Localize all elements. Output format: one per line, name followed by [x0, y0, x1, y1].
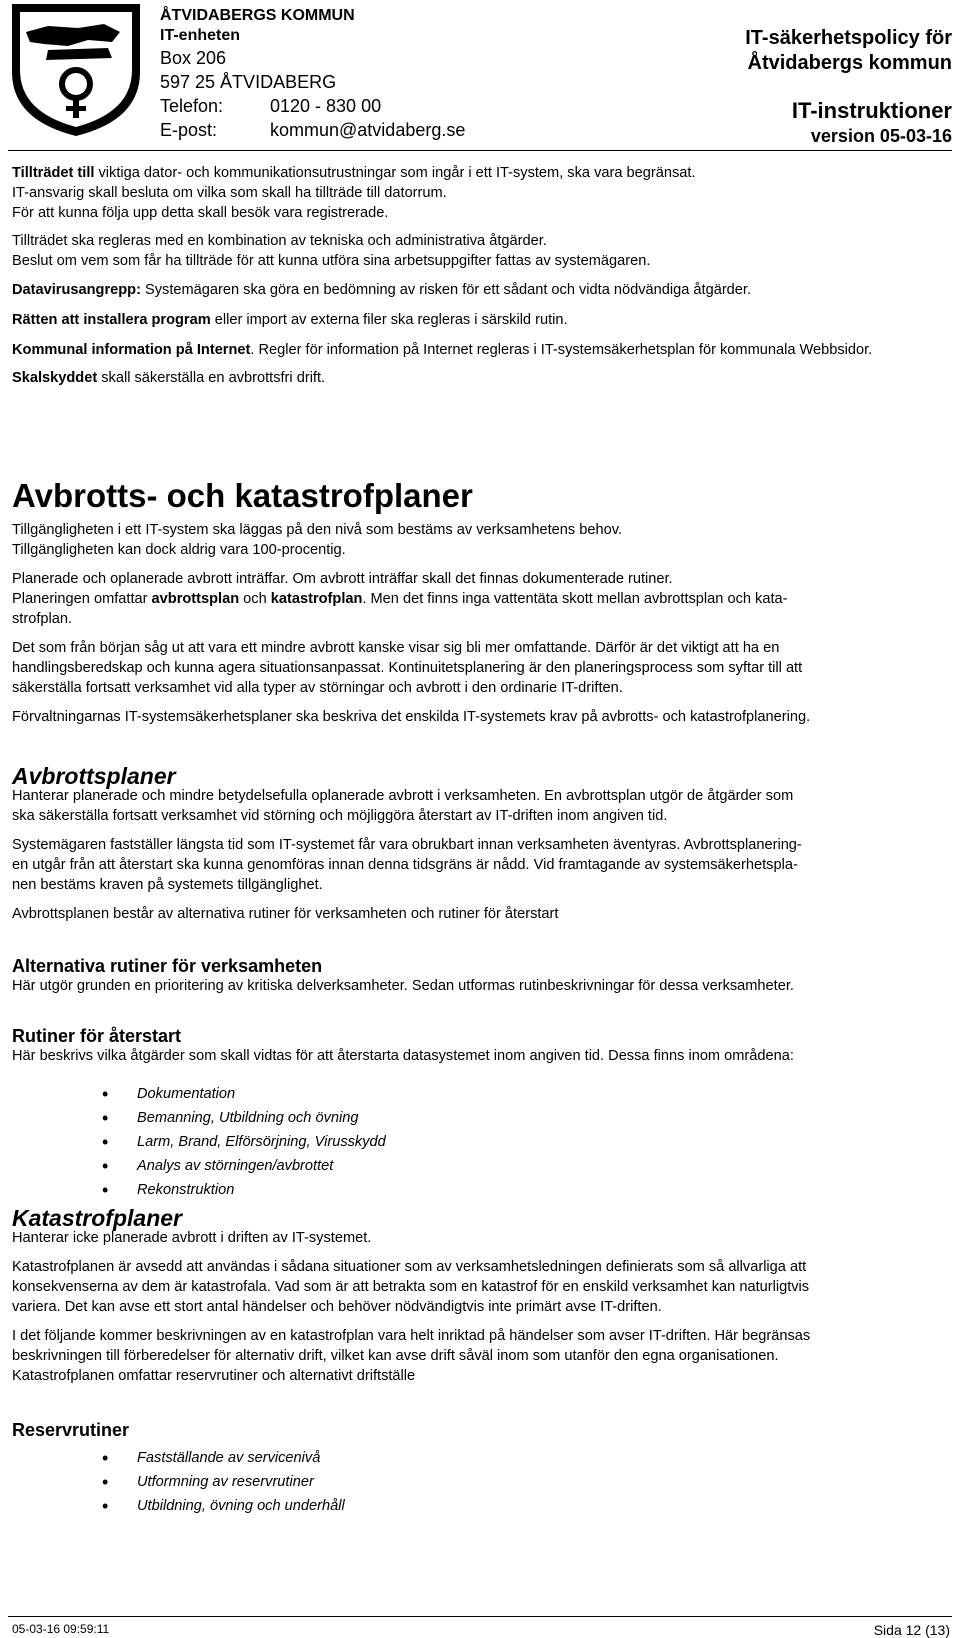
avbrott-p2-line2: en utgår från att återstart ska kunna genomföras innan denna tidsgräns är nådd. Vid framtagande av systemsäkerhetspla- [12, 857, 798, 873]
katastrof-p2-line1: Katastrofplanen är avsedd att användas i sådana situationer som av verksamhetsledningen definierats som så allvarliga att [12, 1259, 807, 1275]
access-p2 [12, 231, 942, 271]
avbrottsplaner-heading: Avbrottsplaner [12, 763, 176, 789]
availability-line2: Tillgängligheten kan dock aldrig vara 100-procentig. [12, 542, 346, 558]
virus-rest: Systemägaren ska göra en bedömning av risken för ett sådant och vidta nödvändiga åtgärder. [140, 282, 752, 298]
list-item: • Larm, Brand, Elförsörjning, Virusskydd [12, 1130, 942, 1154]
municipality-logo [8, 2, 144, 138]
internet-rest: . Regler för information på Internet regleras i IT-systemsäkerhetsplan för kommunala Webbsidor. [250, 342, 873, 358]
phone-number: 0120 - 830 00 [270, 96, 382, 116]
access-p1-bold: Tillträdet till [12, 165, 95, 181]
aterstart-list [12, 1082, 942, 1202]
email-label: E-post: [160, 120, 218, 140]
list-item: • Utformning av reservrutiner [12, 1470, 942, 1494]
doc-version: version 05-03-16 [810, 126, 952, 146]
section-avbrotts-katastrof [12, 477, 942, 727]
doc-subtitle: IT-instruktioner [791, 98, 952, 123]
katastrof-p2-line3: variera. Det kan avse ett stort antal händelser och behöver nödvändigtvis inte primärt avse IT-driften. [12, 1299, 662, 1315]
access-p1-line2: IT-ansvarig skall besluta om vilka som skall ha tillträde till datorrum. [12, 185, 447, 201]
planning-d: . Men det finns inga vattentäta skott mellan avbrottsplan och kata- [362, 591, 788, 607]
virus-paragraph [12, 280, 942, 300]
availability-paragraph [12, 520, 942, 560]
access-section [12, 163, 942, 388]
avbrott-p2 [12, 835, 942, 895]
continuity-line3: säkerställa fortsatt verksamhet vid alla typer av störningar och avbrott i den ordinarie IT-driften. [12, 680, 623, 696]
phone-label: Telefon: [160, 96, 224, 116]
planning-bold-katastrofplan: katastrofplan [270, 591, 363, 607]
alternativa-heading: Alternativa rutiner för verksamheten [12, 956, 323, 976]
header-address [160, 6, 465, 142]
aterstart-heading: Rutiner för återstart [12, 1026, 182, 1046]
list-item: • Fastställande av servicenivå [12, 1446, 942, 1470]
aterstart-text: Här beskrivs vilka åtgärder som skall vidtas för att återstarta datasystemet inom angiven tid. Dessa finns inom områdena: [12, 1048, 794, 1064]
katastrof-heading: Katastrofplaner [12, 1205, 182, 1231]
page-footer [12, 1622, 950, 1638]
page-number: Sida 12 (13) [873, 1622, 950, 1638]
avbrott-p2-line1: Systemägaren fastställer längsta tid som IT-systemet får vara obrukbart innan verksamheten äventyras. Avbrottsplanering- [12, 837, 802, 853]
footer-timestamp: 05-03-16 09:59:11 [12, 1622, 110, 1636]
doc-title-line2: Åtvidabergs kommun [747, 52, 952, 74]
katastrof-p3 [12, 1326, 942, 1386]
continuity-paragraph [12, 638, 942, 698]
footer-divider [8, 1616, 952, 1617]
avbrott-p1-line1: Hanterar planerade och mindre betydelsefulla oplanerade avbrott i verksamheten. En avbrottsplan utgör de åtgärder som [12, 788, 794, 804]
katastrof-p2-line2: konsekvenserna av dem är katastrofala. Vad som är att betrakta som en katastrof för en enskild verksamhet kan naturligtvis [12, 1279, 810, 1295]
doc-title-line1: IT-säkerhetspolicy för [745, 27, 952, 49]
continuity-line2: handlingsberedskap och kunna agera situationsanpassat. Kontinuitetsplanering är den planeringsprocess som syftar till att [12, 660, 803, 676]
katastrof-p3-line1: I det följande kommer beskrivningen av en katastrofplan vara helt inriktad på händelser som avser IT-driften. Här begränsas [12, 1328, 811, 1344]
avbrottsplaner-section [12, 763, 942, 924]
virus-bold: Datavirusangrepp: [12, 282, 141, 298]
access-p1-line3: För att kunna följa upp detta skall besök vara registrerade. [12, 205, 389, 221]
planning-a: Planeringen omfattar [12, 591, 152, 607]
planning-paragraph [12, 569, 942, 629]
shell-rest: skall säkerställa en avbrottsfri drift. [97, 370, 326, 386]
availability-line1: Tillgängligheten i ett IT-system ska läggas på den nivå som bestäms av verksamhetens behov. [12, 522, 623, 538]
install-rest: eller import av externa filer ska regleras i särskild rutin. [210, 312, 568, 328]
avbrott-p1-line2: ska säkerställa fortsatt verksamhet vid störning och möjliggöra återstart av IT-driften inom angiven tid. [12, 808, 668, 824]
list-item: • Rekonstruktion [12, 1178, 942, 1202]
planning-bold-avbrottsplan: avbrottsplan [151, 591, 240, 607]
katastrof-p1: Hanterar icke planerade avbrott i driften av IT-systemet. [12, 1230, 372, 1246]
header-title-block [745, 26, 952, 149]
access-p2-line2: Beslut om vem som får ha tillträde för att kunna utföra sina arbetsuppgifter fattas av systemägaren. [12, 253, 651, 269]
email-address[interactable]: kommun@atvidaberg.se [270, 120, 466, 140]
install-bold: Rätten att installera program [12, 312, 211, 328]
postal-box: Box 206 [160, 48, 227, 68]
alternativa-text: Här utgör grunden en prioritering av kritiska delverksamheter. Sedan utformas rutinbeskrivningar för dessa verksamheter. [12, 978, 794, 994]
list-item: • Bemanning, Utbildning och övning [12, 1106, 942, 1130]
access-p2-line1: Tillträdet ska regleras med en kombination av tekniska och administrativa åtgärder. [12, 233, 547, 249]
list-item: • Analys av störningen/avbrottet [12, 1154, 942, 1178]
reserv-section [12, 1420, 942, 1518]
internet-paragraph [12, 340, 942, 360]
administration-paragraph: Förvaltningarnas IT-systemsäkerhetsplaner ska beskriva det enskilda IT-systemets krav på avbrotts- och katastrofplanering. [12, 709, 811, 725]
internet-bold: Kommunal information på Internet [12, 342, 251, 358]
avbrott-p3: Avbrottsplanen består av alternativa rutiner för verksamheten och rutiner för återstart [12, 906, 559, 922]
alternativa-section [12, 956, 942, 996]
list-item: • Dokumentation [12, 1082, 942, 1106]
continuity-line1: Det som från början såg ut att vara ett mindre avbrott kanske visar sig bli mer omfattande. Därför är det viktigt att ha en [12, 640, 780, 656]
shell-paragraph [12, 368, 942, 388]
header-divider [8, 150, 952, 151]
unit-name: IT-enheten [160, 27, 241, 44]
access-p1-rest: viktiga dator- och kommunikationsutrustningar som ingår i ett IT-system, ska vara begränsat. [94, 165, 696, 181]
avbrott-p1 [12, 786, 942, 826]
avbrott-p2-line3: nen bestäms kraven på systemets tillgänglighet. [12, 877, 323, 893]
install-paragraph [12, 310, 942, 330]
katastrof-p3-line2: beskrivningen till förberedelser för alternativ drift, vilket kan avse drift såväl inom som utanför den egna organisationen. [12, 1348, 779, 1364]
list-item: • Utbildning, övning och underhåll [12, 1494, 942, 1518]
postal-city: 597 25 ÅTVIDABERG [160, 72, 337, 92]
katastrof-p2 [12, 1257, 942, 1317]
reserv-heading: Reservrutiner [12, 1420, 130, 1440]
reserv-list [12, 1446, 942, 1518]
section-heading: Avbrotts- och katastrofplaner [12, 477, 473, 514]
katastrof-p3-line3: Katastrofplanen omfattar reservrutiner och alternativt driftställe [12, 1368, 416, 1384]
planning-e: strofplan. [12, 611, 73, 627]
shell-bold: Skalskyddet [12, 370, 98, 386]
katastrof-section [12, 1205, 942, 1386]
access-p1 [12, 163, 942, 223]
org-name: ÅTVIDABERGS KOMMUN [160, 7, 355, 24]
planning-line1: Planerade och oplanerade avbrott inträffar. Om avbrott inträffar skall det finnas dokumenterade rutiner. [12, 571, 673, 587]
planning-c: och [239, 591, 271, 607]
aterstart-section [12, 1026, 942, 1202]
